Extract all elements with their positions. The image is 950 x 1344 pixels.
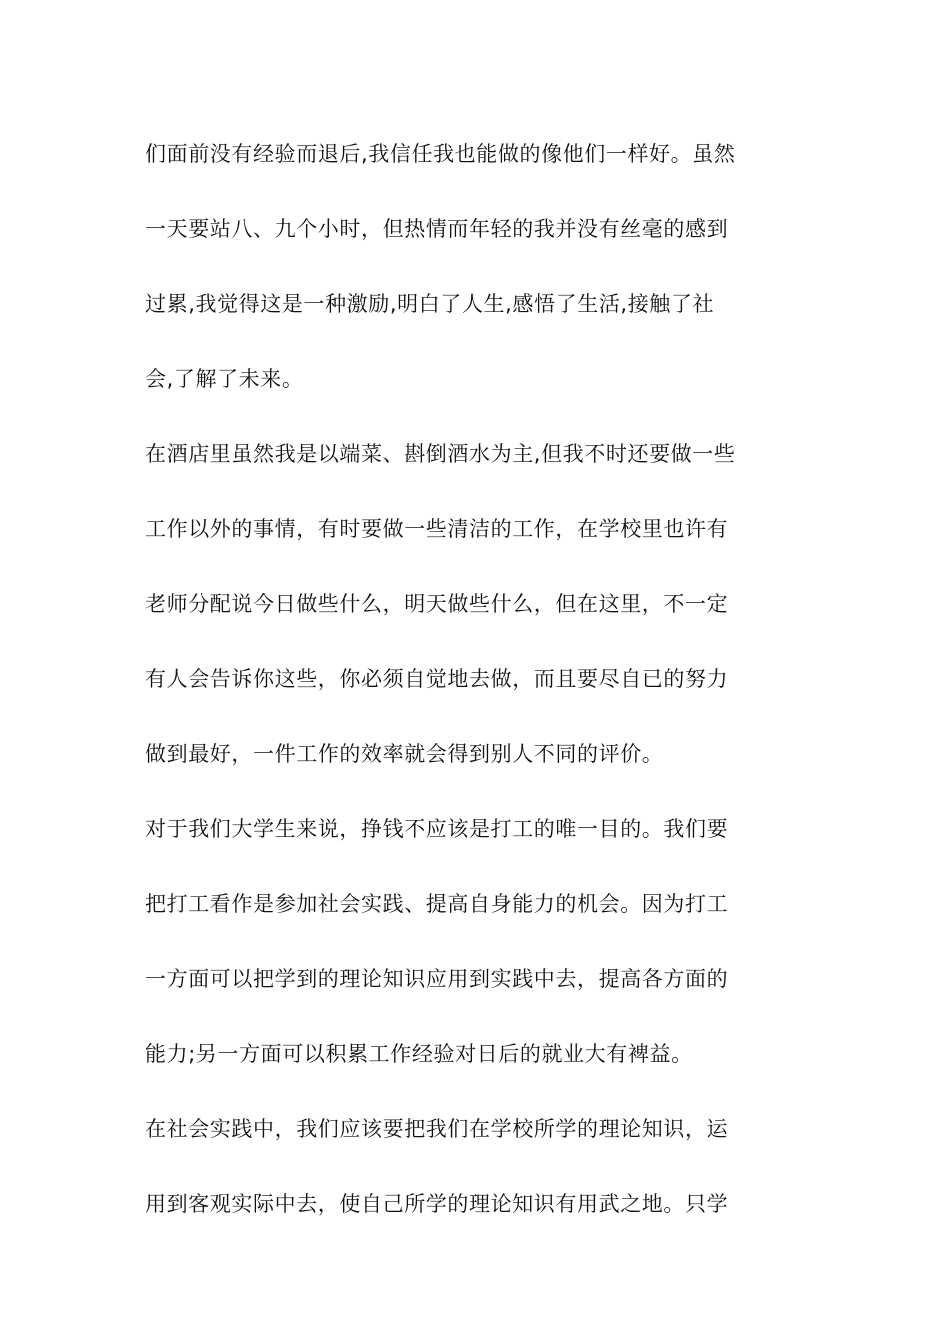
text-line: 过累,我觉得这是一种激励,明白了人生,感悟了生活,接触了社: [145, 292, 715, 316]
paragraph-3: [145, 807, 810, 1107]
paragraph-4: [145, 1107, 810, 1257]
text-line: 对于我们大学生来说，挣钱不应该是打工的唯一目的。我们要: [145, 817, 729, 841]
text-line: 在酒店里虽然我是以端菜、斟倒酒水为主,但我不时还要做一些: [145, 442, 736, 466]
text-line: 工作以外的事情，有时要做一些清洁的工作，在学校里也许有: [145, 517, 729, 541]
text-line: 做到最好，一件工作的效率就会得到别人不同的评价。: [145, 742, 664, 766]
paragraph-1: [145, 132, 810, 432]
text-line: 一方面可以把学到的理论知识应用到实践中去，提高各方面的: [145, 967, 729, 991]
text-line: 一天要站八、九个小时，但热情而年轻的我并没有丝毫的感到: [145, 217, 729, 241]
text-line: 把打工看作是参加社会实践、提高自身能力的机会。因为打工: [145, 892, 729, 916]
text-line: 用到客观实际中去，使自己所学的理论知识有用武之地。只学: [145, 1192, 729, 1216]
document-body: [145, 132, 810, 1257]
text-line: 会,了解了未来。: [145, 367, 304, 391]
paragraph-2: [145, 432, 810, 807]
text-line: 有人会告诉你这些，你必须自觉地去做，而且要尽自已的努力: [145, 667, 729, 691]
text-line: 在社会实践中，我们应该要把我们在学校所学的理论知识，运: [145, 1117, 729, 1141]
text-line: 能力;另一方面可以积累工作经验对日后的就业大有裨益。: [145, 1042, 693, 1066]
text-line: 们面前没有经验而退后,我信任我也能做的像他们一样好。虽然: [145, 142, 736, 166]
text-line: 老师分配说今日做些什么，明天做些什么，但在这里，不一定: [145, 592, 729, 616]
